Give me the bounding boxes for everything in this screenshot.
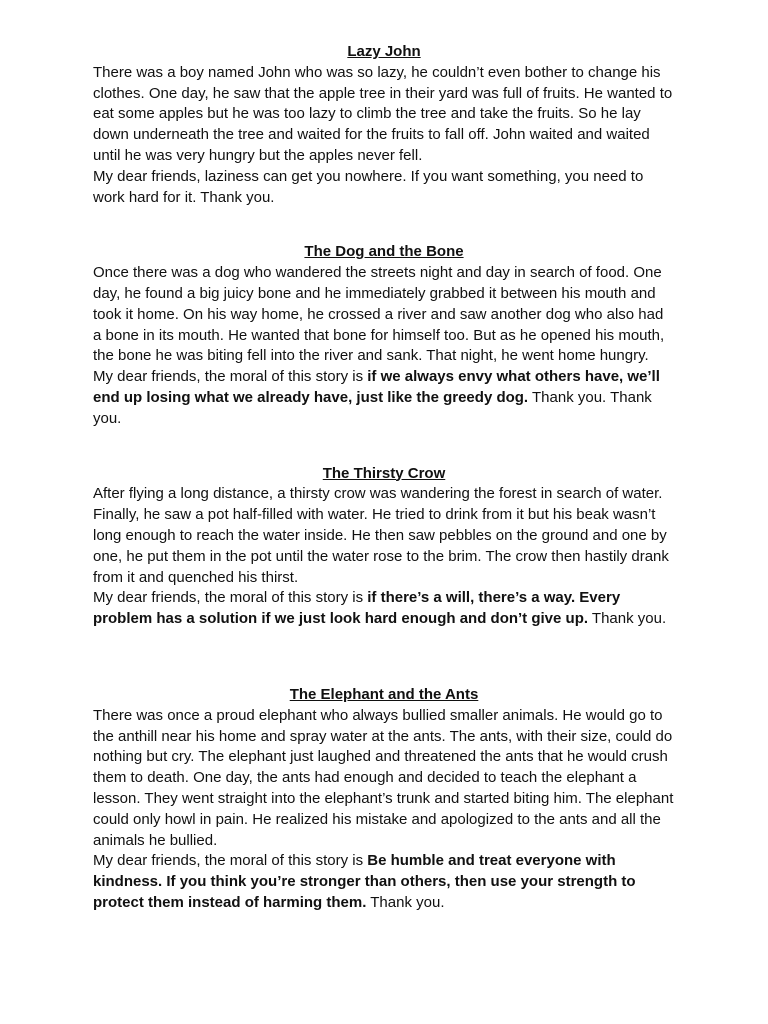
moral-prefix: My dear friends, the moral of this story is: [93, 589, 368, 607]
story-title: The Dog and the Bone: [304, 243, 464, 261]
story-title: Lazy John: [347, 43, 421, 60]
spacer: [93, 630, 675, 685]
story-moral: [93, 367, 675, 429]
document-page: [93, 42, 675, 914]
moral-prefix: My dear friends, the moral of this story is: [93, 852, 368, 870]
story-moral: My dear friends, laziness can get you nowhere. If you want something, you need to work hard for it. Thank you.: [93, 167, 644, 206]
story-body: After flying a long distance, a thirsty crow was wandering the forest in search of water. Finally, he saw a pot half-filled with water. He tried to drink from it but his beak wasn’t long enough to reach the water inside. He then saw pebbles on the ground and one by one, he put them in the pot until the water rose to the brim. The crow then hastily drank from it and quenched his thirst.: [93, 485, 669, 586]
story-body: There was a boy named John who was so lazy, he couldn’t even bother to change his clothes. One day, he saw that the apple tree in their yard was full of fruits. He wanted to eat some apples but he was too lazy to climb the tree and take the fruits. So he lay down underneath the tree and waited for the fruits to fall off. John waited and waited until he was very hungry but the apples never fell.: [93, 63, 673, 164]
story-title: The Thirsty Crow: [322, 464, 446, 482]
story-moral: [93, 588, 675, 630]
moral-suffix: Thank you. Thank you.: [93, 388, 652, 427]
moral-bold: if we always envy what others have, we’ll end up losing what we already have, just like the greedy dog.: [93, 368, 660, 406]
moral-bold: if there’s a will, there’s a way. Every problem has a solution if we just look hard enough and don’t give up.: [93, 589, 621, 628]
story-moral: [93, 851, 675, 913]
moral-bold: Be humble and treat everyone with kindness. If you think you’re stronger than others, then use your strength to protect them instead of harming them.: [93, 852, 636, 911]
moral-suffix: Thank you.: [588, 610, 667, 628]
story-lazy-john: [93, 42, 675, 208]
spacer: [93, 208, 675, 242]
story-elephant-and-ants: [93, 685, 675, 914]
spacer: [93, 430, 675, 464]
story-body: There was once a proud elephant who always bullied smaller animals. He would go to the anthill near his home and spray water at the ants. The ants, with their size, could do nothing but cry. The elephant just laughed and threatened the ants that he would crush them to death. One day, the ants had enough and decided to teach the elephant a lesson. They went straight into the elephant’s trunk and started biting him. The elephant could only howl in pain. He realized his mistake and apologized to the ants and all the animals he bullied.: [93, 706, 674, 849]
moral-suffix: Thank you.: [366, 893, 445, 911]
story-body: Once there was a dog who wandered the streets night and day in search of food. One day, he found a big juicy bone and he immediately grabbed it between his mouth and took it home. On his way home, he crossed a river and saw another dog who also had a bone in its mouth. He wanted that bone for himself too. But as he opened his mouth, the bone he was biting fell into the river and sank. That night, he went home hungry.: [93, 264, 665, 365]
story-dog-and-bone: [93, 242, 675, 429]
story-thirsty-crow: [93, 464, 675, 630]
story-title: The Elephant and the Ants: [289, 685, 479, 703]
moral-prefix: My dear friends, the moral of this story is: [93, 368, 368, 386]
